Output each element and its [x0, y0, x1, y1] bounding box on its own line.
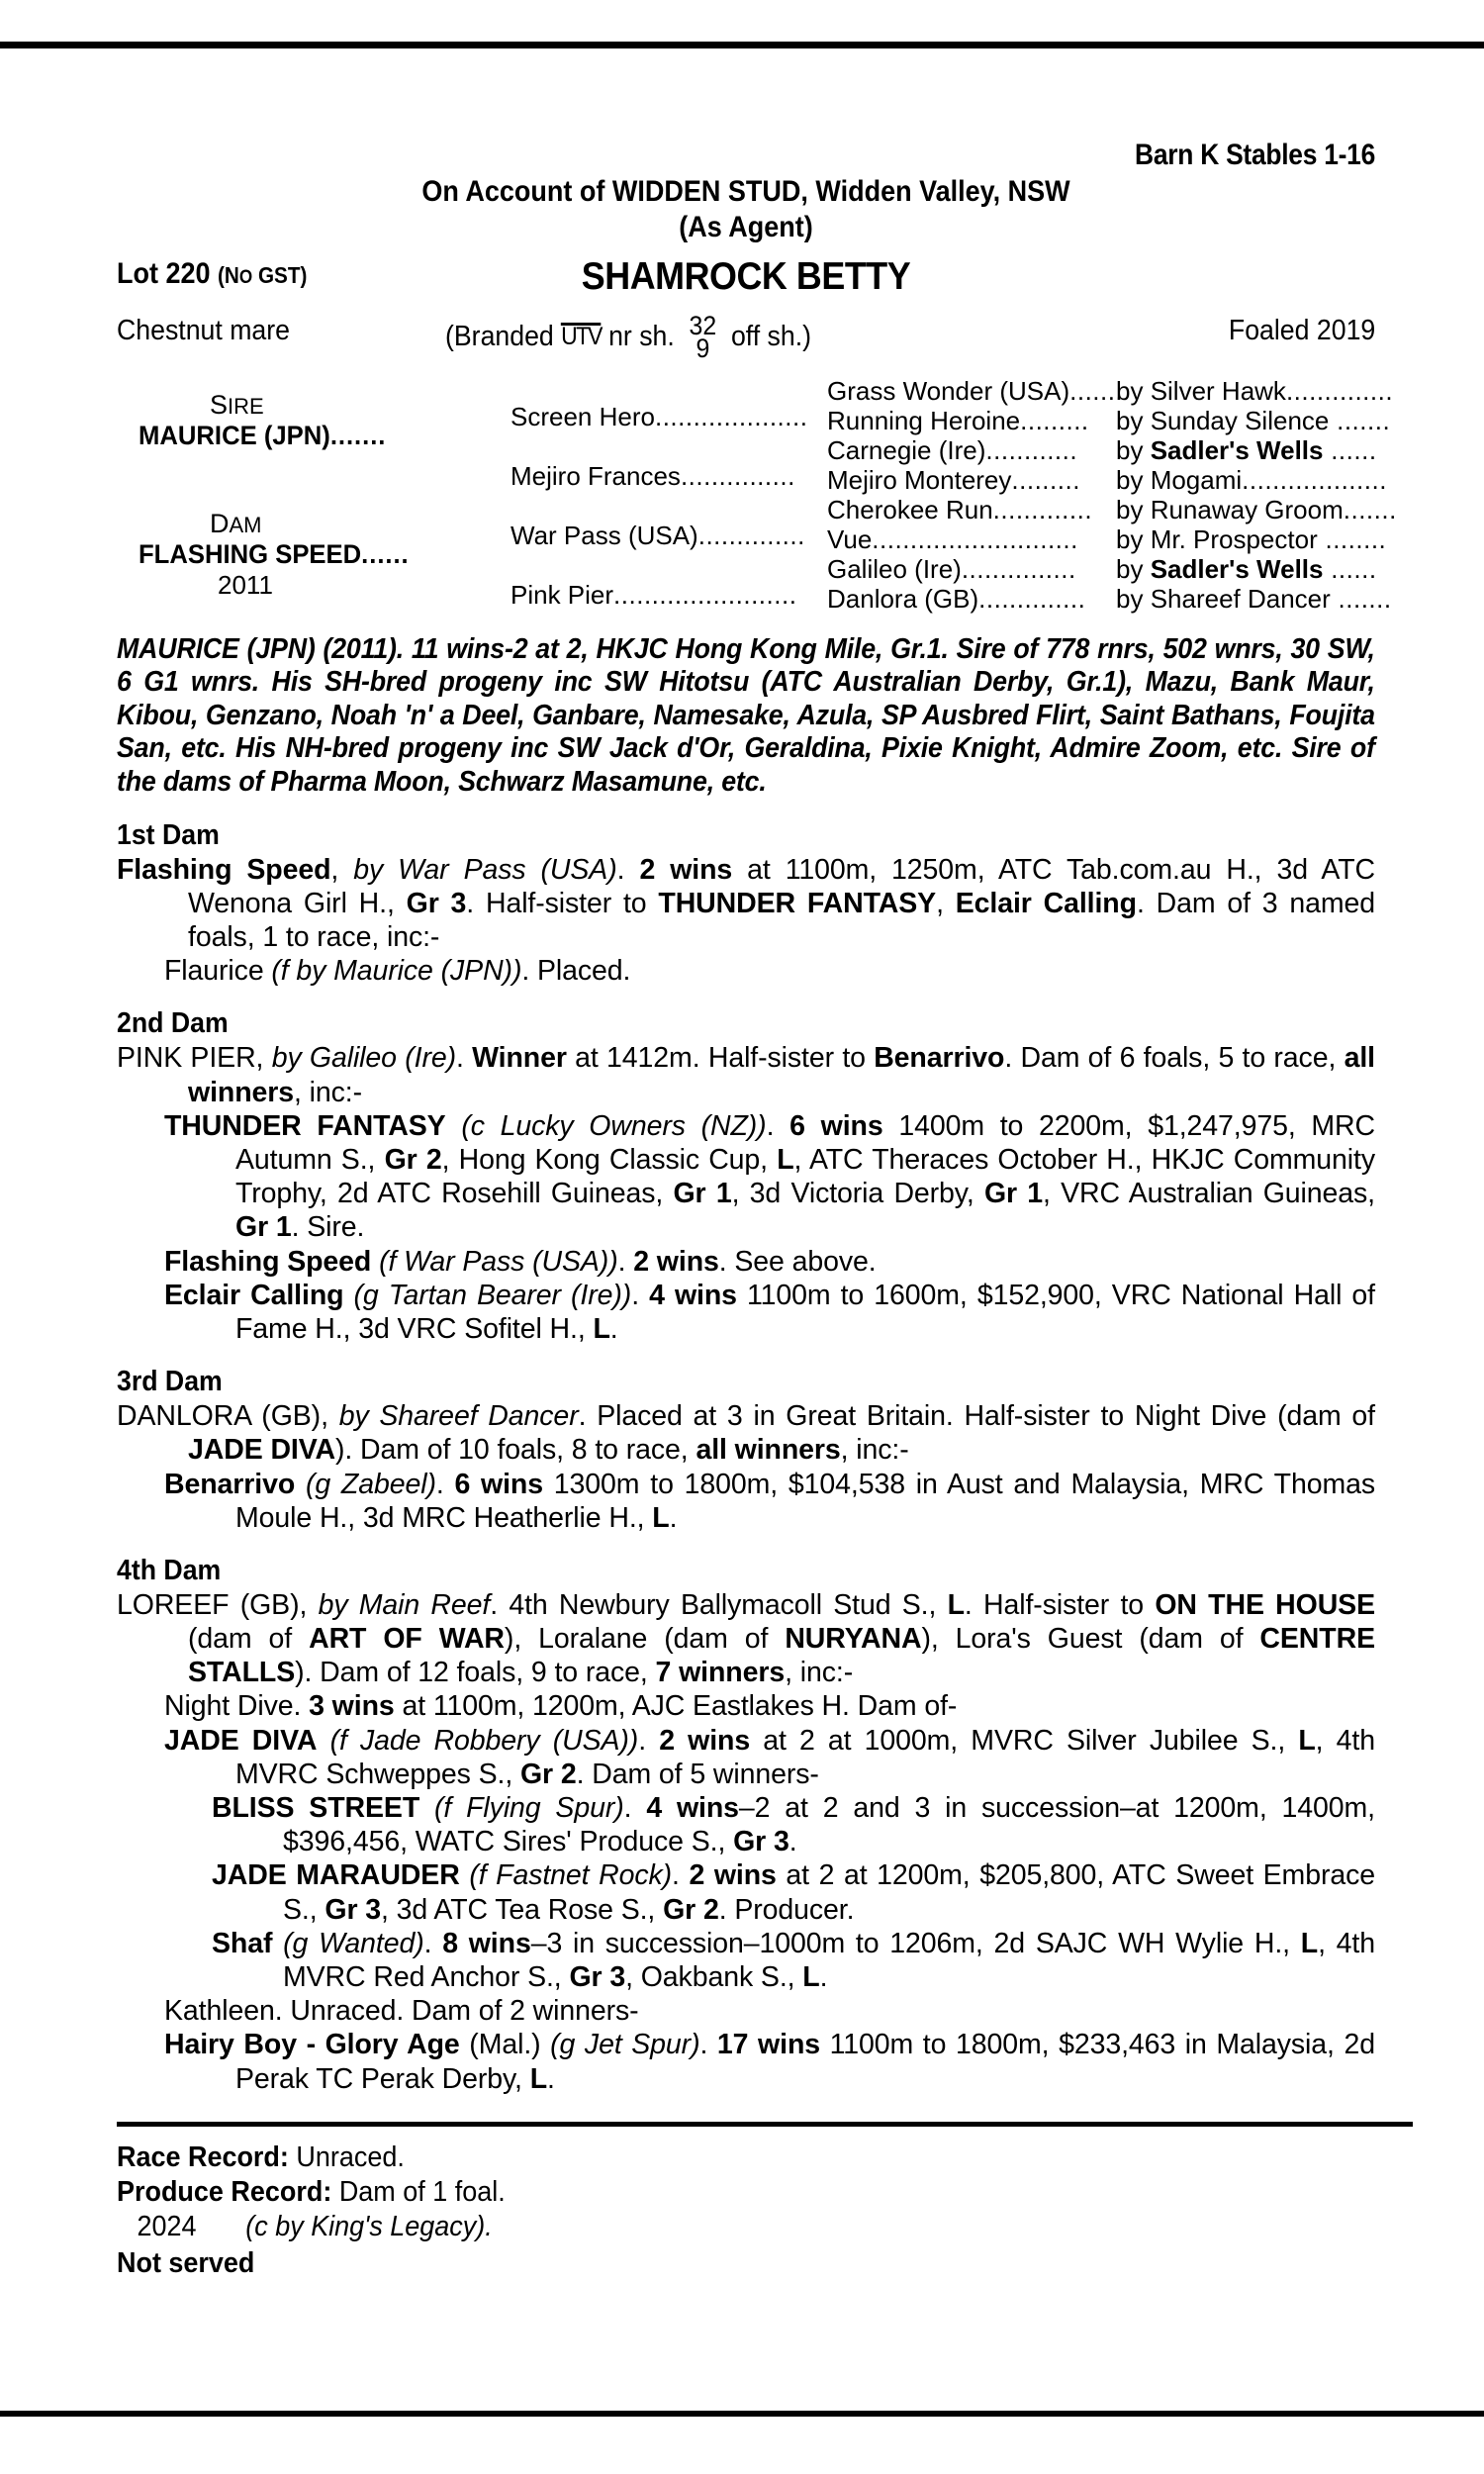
pedigree-entry: JADE MARAUDER (f Fastnet Rock). 2 wins at 2 at 1200m, $205,800, ATC Sweet Embrace S., Gr 3, 3d ATC Tea Rose S., Gr 2. Producer.	[212, 1859, 1375, 1926]
pedigree-entry: Kathleen. Unraced. Dam of 2 winners-	[164, 1995, 639, 2028]
pedigree-g3-dots: ...........................	[872, 523, 1078, 554]
brand-number-bottom: 9	[696, 333, 710, 363]
pedigree-g4-by: by	[1116, 434, 1151, 465]
pedigree-g3-dots: .......	[1069, 375, 1124, 406]
pedigree-g3-row	[827, 584, 1085, 615]
brand-mark-icon: UTV	[561, 322, 602, 350]
pedigree-g4-by: by	[1116, 375, 1151, 406]
pedigree-g4-name: Silver Hawk	[1150, 375, 1286, 406]
sire-leader-dots: .......	[329, 420, 387, 450]
pedigree-g2-name: Mejiro Frances	[510, 460, 681, 491]
pedigree-g3-dots: .........	[1020, 405, 1089, 435]
pedigree-g3-dots: .........	[1011, 464, 1080, 495]
pedigree-entry: Flaurice (f by Maurice (JPN)). Placed.	[164, 955, 631, 988]
pedigree-g4-by: by	[1116, 464, 1151, 495]
produce-record-value: Dam of 1 foal.	[338, 2176, 506, 2209]
pedigree-g4-by: by	[1116, 553, 1151, 584]
dam-name-line	[139, 539, 410, 570]
pedigree-entry: THUNDER FANTASY (c Lucky Owners (NZ)). 6 wins 1400m to 2200m, $1,247,975, MRC Autumn S., Gr 2, Hong Kong Classic Cup, L, ATC Theraces October H., HKJC Community Trophy, 2d ATC Rosehill Guineas, Gr 1, 3d Victoria Derby, Gr 1, VRC Australian Guineas, Gr 1. Sire.	[164, 1109, 1376, 1244]
pedigree-g4-name: Mogami	[1150, 464, 1243, 495]
dam-label: DAM	[210, 508, 262, 538]
race-record-label: Race Record:	[117, 2141, 289, 2173]
pedigree-g3-name: Mejiro Monterey	[827, 464, 1012, 495]
dam-section-heading: 4th Dam	[117, 1554, 222, 1586]
lot-title-row	[117, 255, 1375, 307]
pedigree-g4-name: Sunday Silence	[1150, 405, 1330, 435]
pedigree-g2-name: Pink Pier	[510, 579, 614, 610]
pedigree-table	[117, 375, 1397, 616]
pedigree-entry: BLISS STREET (f Flying Spur). 4 wins–2 at 2 and 3 in succession–at 1200m, 1400m, $396,456, WATC Sires' Produce S., Gr 3.	[212, 1792, 1375, 1858]
pedigree-g4-by: by	[1116, 583, 1151, 614]
sire-name-line	[139, 421, 386, 451]
pedigree-g3-name: Vue	[827, 523, 873, 554]
pedigree-g4-name: Runaway Groom	[1150, 494, 1344, 524]
barn-stables-label: Barn K Stables 1-16	[1135, 139, 1375, 171]
pedigree-g4-dots: ......	[1323, 434, 1377, 465]
dam-section-heading: 2nd Dam	[117, 1007, 229, 1040]
pedigree-g3-row	[827, 554, 1076, 585]
pedigree-g3-row	[827, 376, 1123, 407]
account-of-line: On Account of WIDDEN STUD, Widden Valley, NSW	[421, 174, 1070, 208]
pedigree-g2-row	[510, 580, 796, 611]
produce-record-line	[117, 2175, 1287, 2210]
not-served-status: Not served	[117, 2246, 255, 2279]
dam-block	[139, 509, 423, 601]
produce-record-label: Produce Record:	[117, 2176, 332, 2209]
pedigree-g4-by: by	[1116, 523, 1151, 554]
produce-foal-entry: (c by King's Legacy).	[245, 2211, 493, 2243]
pedigree-g4-dots: ........	[1317, 523, 1387, 554]
pedigree-entry: DANLORA (GB), by Shareef Dancer. Placed at 3 in Great Britain. Half-sister to Night Dive (dam of JADE DIVA). Dam of 10 foals, 8 to race, all winners, inc:-	[117, 1400, 1375, 1467]
branded-prefix: (Branded	[445, 320, 554, 352]
pedigree-g3-dots: ............	[985, 434, 1078, 465]
horse-description-row	[117, 307, 1375, 363]
brand-number-fraction	[682, 310, 723, 363]
dam-sections	[117, 819, 1375, 2096]
pedigree-g2-row	[510, 461, 795, 492]
as-agent-label: (As Agent)	[679, 210, 813, 243]
pedigree-g2-dots: ..............	[697, 520, 805, 550]
pedigree-entry: Flashing Speed (f War Pass (USA)). 2 wins. See above.	[164, 1245, 877, 1278]
pedigree-entry: JADE DIVA (f Jade Robbery (USA)). 2 wins at 2 at 1000m, MVRC Silver Jubilee S., L, 4th MVRC Schweppes S., Gr 2. Dam of 5 winners-	[164, 1724, 1375, 1790]
footer-rule	[117, 2122, 1413, 2127]
pedigree-g3-name: Running Heroine	[827, 405, 1021, 435]
pedigree-g3-dots: ..............	[978, 583, 1086, 614]
sire-summary-paragraph: MAURICE (JPN) (2011). 11 wins-2 at 2, HKJC Hong Kong Mile, Gr.1. Sire of 778 rnrs, 502 wnrs, 30 SW, 6 G1 wnrs. His SH-bred progeny inc SW Hitotsu (ATC Australian Derby, Gr.1), Mazu, Bank Maur, Kibou, Genzano, Noah 'n' a Deel, Ganbare, Namesake, Azula, SP Ausbred Flirt, Saint Bathans, Foujita San, etc. His NH-bred progeny inc SW Jack d'Or, Geraldina, Pixie Knight, Admire Zoom, etc. Sire of the dams of Pharma Moon, Schwarz Masamune, etc.	[117, 632, 1375, 799]
pedigree-g4-by: by	[1116, 405, 1151, 435]
pedigree-g4-name: Shareef Dancer	[1150, 583, 1331, 614]
pedigree-g4-dots: .......	[1343, 494, 1397, 524]
horse-name: SHAMROCK BETTY	[581, 254, 911, 298]
pedigree-g4-name: Sadler's Wells	[1150, 434, 1324, 465]
pedigree-entry: Shaf (g Wanted). 8 wins–3 in succession–1000m to 1206m, 2d SAJC WH Wylie H., L, 4th MVRC Red Anchor S., Gr 3, Oakbank S., L.	[212, 1927, 1375, 1993]
pedigree-entry: Eclair Calling (g Tartan Bearer (Ire)). 4 wins 1100m to 1600m, $152,900, VRC National Hall of Fame H., 3d VRC Sofitel H., L.	[164, 1279, 1375, 1345]
page-content	[117, 139, 1397, 2280]
brand-number-top: 32	[689, 310, 717, 340]
pedigree-g3-row	[827, 495, 1092, 525]
pedigree-g4-row	[1116, 376, 1393, 407]
pedigree-g2-dots: ...............	[680, 460, 795, 491]
pedigree-g3-dots: ...............	[961, 553, 1076, 584]
pedigree-g3-dots: .............	[992, 494, 1093, 524]
pedigree-g4-row	[1116, 524, 1386, 555]
pedigree-g4-dots: ..............	[1285, 375, 1394, 406]
pedigree-g4-dots: .......	[1330, 583, 1392, 614]
top-rule	[0, 42, 1484, 48]
pedigree-g4-name: Mr. Prospector	[1150, 523, 1318, 554]
pedigree-g3-name: Cherokee Run	[827, 494, 993, 524]
dam-leader-dots: ......	[361, 538, 410, 569]
pedigree-g4-row	[1116, 495, 1397, 525]
pedigree-g2-dots: ....................	[654, 401, 808, 431]
pedigree-g2-dots: ........................	[613, 579, 797, 610]
pedigree-g3-name: Danlora (GB)	[827, 583, 979, 614]
pedigree-g3-row	[827, 465, 1080, 496]
pedigree-g4-row	[1116, 584, 1392, 615]
pedigree-g4-name: Sadler's Wells	[1150, 553, 1324, 584]
branded-off-shoulder: off sh.)	[730, 320, 812, 352]
pedigree-g2-row	[510, 402, 807, 432]
pedigree-g4-dots: ...................	[1242, 464, 1387, 495]
pedigree-entry: Night Dive. 3 wins at 1100m, 1200m, AJC Eastlakes H. Dam of-	[164, 1690, 958, 1723]
pedigree-g4-row	[1116, 465, 1387, 496]
pedigree-g4-dots: ......	[1323, 553, 1377, 584]
dam-name: FLASHING SPEED	[139, 538, 362, 569]
pedigree-entry: LOREEF (GB), by Main Reef. 4th Newbury Ballymacoll Stud S., L. Half-sister to ON THE HOUSE (dam of ART OF WAR), Loralane (dam of NURYANA), Lora's Guest (dam of CENTRE STALLS). Dam of 12 foals, 9 to race, 7 winners, inc:-	[117, 1588, 1375, 1689]
bottom-rule	[0, 2411, 1484, 2417]
pedigree-g4-dots: .......	[1329, 405, 1391, 435]
pedigree-g2-row	[510, 521, 805, 551]
produce-foal-year: 2024	[137, 2211, 197, 2243]
lot-number: Lot 220	[117, 256, 211, 290]
dam-section-heading: 1st Dam	[117, 818, 220, 851]
brand-description	[445, 310, 812, 363]
sire-label: SIRE	[210, 389, 264, 420]
sire-block	[139, 390, 400, 451]
pedigree-entry: PINK PIER, by Galileo (Ire). Winner at 1412m. Half-sister to Benarrivo. Dam of 6 foals, 5 to race, all winners, inc:-	[117, 1042, 1375, 1108]
pedigree-g4-row	[1116, 435, 1377, 466]
pedigree-g4-row	[1116, 554, 1377, 585]
pedigree-g4-by: by	[1116, 494, 1151, 524]
foaled-year: Foaled 2019	[1228, 314, 1375, 346]
colour-sex: Chestnut mare	[117, 314, 290, 346]
pedigree-g2-name: War Pass (USA)	[510, 520, 698, 550]
lot-gst-note: (NO GST)	[218, 261, 308, 288]
pedigree-g4-row	[1116, 406, 1390, 436]
pedigree-entry: Flashing Speed, by War Pass (USA). 2 wins at 1100m, 1250m, ATC Tab.com.au H., 3d ATC Wenona Girl H., Gr 3. Half-sister to THUNDER FANTASY, Eclair Calling. Dam of 3 named foals, 1 to race, inc:-	[117, 853, 1375, 954]
pedigree-g2-name: Screen Hero	[510, 401, 655, 431]
dam-section-heading: 3rd Dam	[117, 1366, 223, 1398]
branded-near-shoulder: nr sh.	[608, 320, 675, 352]
produce-foal-row	[117, 2210, 1287, 2244]
race-record-value: Unraced.	[296, 2141, 405, 2173]
pedigree-g3-name: Grass Wonder (USA)	[827, 375, 1070, 406]
sire-name: MAURICE (JPN)	[139, 420, 330, 450]
pedigree-g3-row	[827, 435, 1077, 466]
pedigree-g3-row	[827, 524, 1078, 555]
pedigree-g3-name: Carnegie (Ire)	[827, 434, 986, 465]
race-record-line	[117, 2141, 1287, 2175]
pedigree-g3-row	[827, 406, 1089, 436]
pedigree-g3-name: Galileo (Ire)	[827, 553, 962, 584]
pedigree-entry: Hairy Boy - Glory Age (Mal.) (g Jet Spur). 17 wins 1100m to 1800m, $233,463 in Malaysia, 2d Perak TC Perak Derby, L.	[164, 2029, 1375, 2095]
pedigree-entry: Benarrivo (g Zabeel). 6 wins 1300m to 1800m, $104,538 in Aust and Malaysia, MRC Thomas Moule H., 3d MRC Heatherlie H., L.	[164, 1468, 1375, 1534]
dam-year: 2011	[218, 569, 273, 600]
